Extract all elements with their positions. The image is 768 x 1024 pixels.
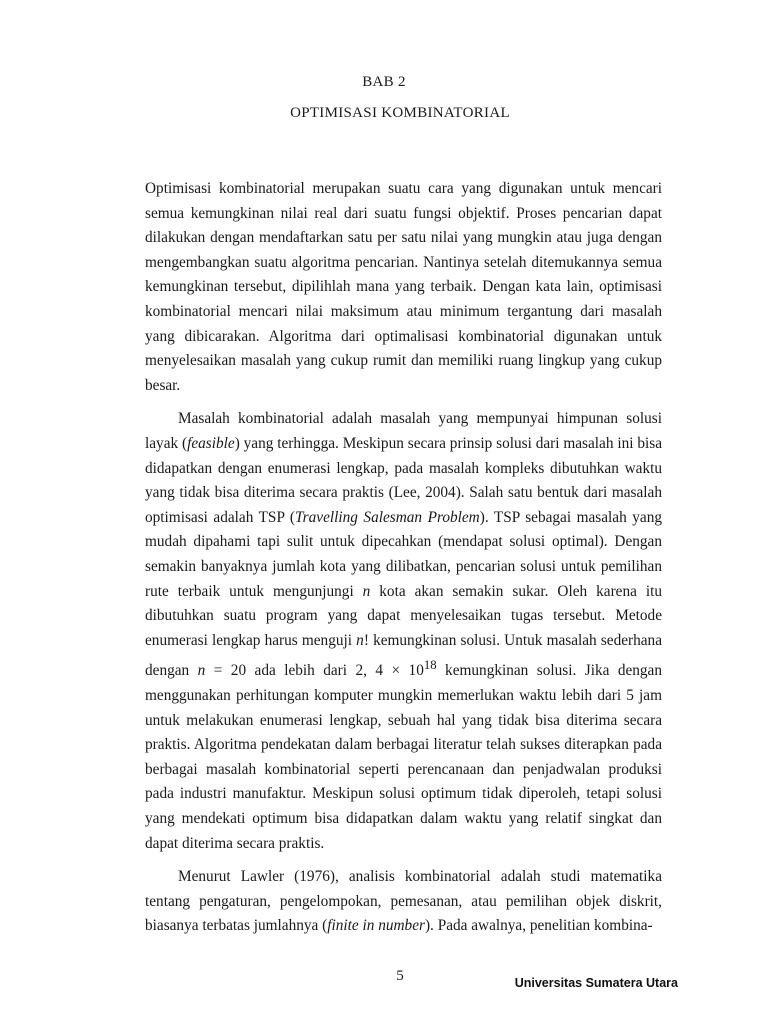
- text-span: ). Pada awalnya, penelitian kombina-: [424, 917, 653, 935]
- paragraph-3: [145, 865, 662, 939]
- text-span: ). TSP sebagai masalah yang mudah dipahami tapi sulit untuk dipecahkan (mendapat solusi optimal). Dengan semakin banyaknya jumlah kota yang dilibatkan, pencarian solusi untuk pemilihan rute terbaik untuk mengunjungi: [145, 508, 662, 600]
- text-span: kota akan semakin sukar. Oleh karena itu dibutuhkan suatu program yang dapat menyelesaikan tugas tersebut. Metode enumerasi lengkap harus menguji: [145, 582, 662, 649]
- paragraph-1: Optimisasi kombinatorial merupakan suatu cara yang digunakan untuk mencari semua kemungkinan nilai real dari suatu fungsi objektif. Proses pencarian dapat dilakukan dengan mendaftarkan satu per satu nilai yang mungkin atau juga dengan mengembangkan suatu algoritma pencarian. Nantinya setelah ditemukannya semua kemungkinan tersebut, dipilihlah mana yang terbaik. Dengan kata lain, optimisasi kombinatorial mencari nilai maksimum atau minimum tergantung dari masalah yang dibicarakan. Algoritma dari optimalisasi kombinatorial digunakan untuk menyelesaikan masalah yang cukup rumit dan memiliki ruang lingkup yang cukup besar.: [145, 180, 662, 394]
- math-variable-n: n: [197, 662, 206, 680]
- text-span: ! kemungkinan solusi. Untuk masalah sederhana dengan: [145, 631, 662, 680]
- body-text: [145, 177, 662, 948]
- math-variable-n: n: [362, 582, 371, 600]
- math-variable-n: n: [356, 631, 364, 649]
- italic-term-tsp: Travelling Salesman Problem: [295, 508, 480, 526]
- text-span: ) yang terhingga. Meskipun secara prinsip solusi dari masalah ini bisa didapatkan dengan enumerasi lengkap, pada masalah kompleks dibutuhkan waktu yang tidak bisa diterima secara praktis (Lee, 2004). Salah satu bentuk dari masalah optimisasi adalah TSP (: [145, 434, 662, 526]
- text-span: kemungkinan solusi. Jika dengan menggunakan perhitungan komputer mungkin memerlukan waktu lebih dari 5 jam untuk melakukan enumerasi lengkap, sebuah hal yang tidak bisa diterima secara praktis. Algoritma pendekatan dalam berbagai literatur telah sukses diterapkan pada berbagai masalah kombinatorial seperti perencanaan dan penjadwalan produksi pada industri manufaktur. Meskipun solusi optimum tidak diperoleh, tetapi solusi yang mendekati optimum bisa didapatkan dalam waktu yang relatif singkat dan dapat diterima secara praktis.: [145, 662, 662, 852]
- page-number: 5: [396, 968, 404, 984]
- text-span: Menurut Lawler (1976), analisis kombinatorial adalah studi matematika tentang pengaturan, pengelompokan, pemesanan, atau pemilihan objek diskrit, biasanya terbatas jumlahnya (: [145, 868, 662, 935]
- math-exponent: 18: [423, 658, 437, 673]
- italic-term-finite: finite in number: [327, 917, 425, 935]
- paragraph-2: [145, 407, 662, 856]
- text-span: = 20 ada lebih dari 2, 4 × 10: [205, 662, 424, 680]
- chapter-heading: BAB 2: [362, 74, 406, 90]
- italic-term-feasible: feasible: [187, 434, 235, 452]
- chapter-title: OPTIMISASI KOMBINATORIAL: [290, 105, 510, 121]
- text-span: Masalah kombinatorial adalah masalah yang mempunyai himpunan solusi layak (: [145, 410, 662, 452]
- university-watermark: Universitas Sumatera Utara: [514, 976, 678, 990]
